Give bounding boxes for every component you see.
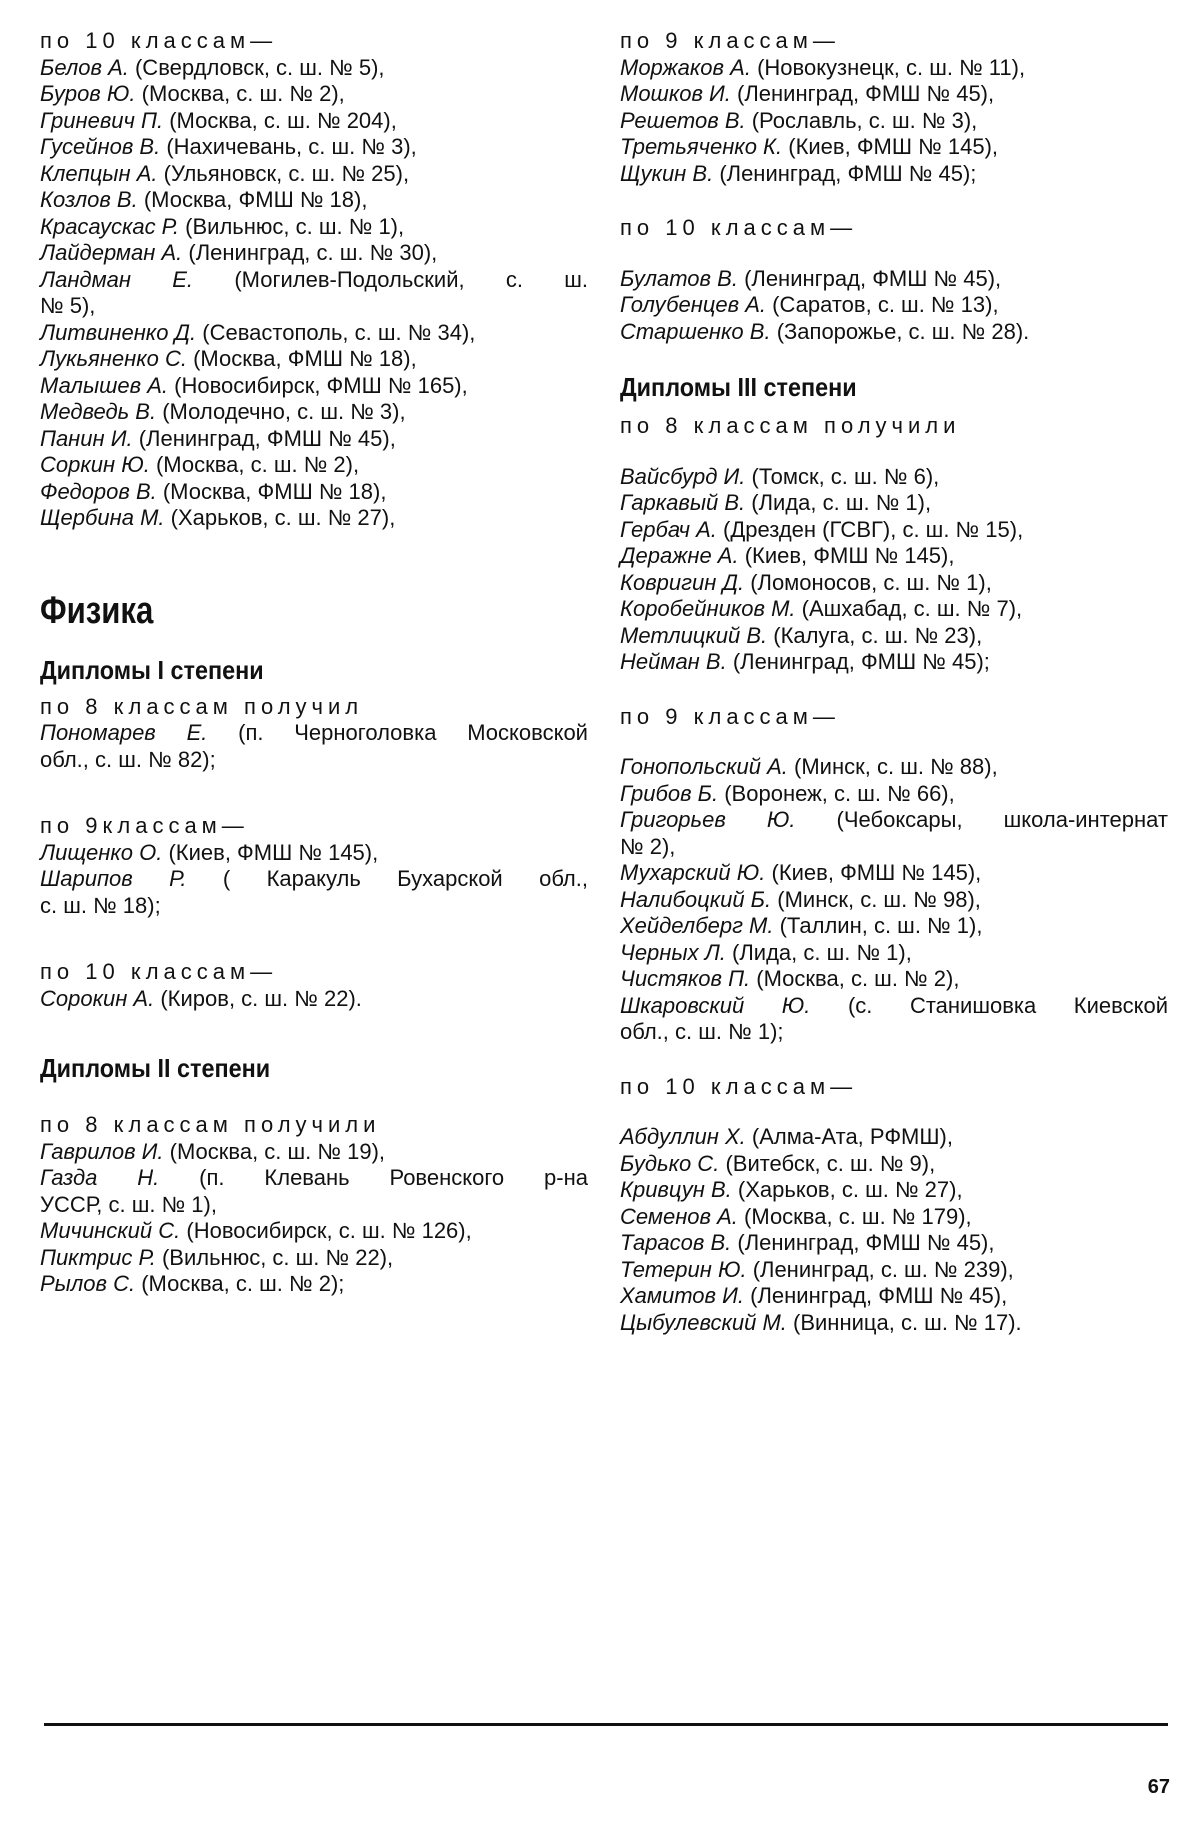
winner-details: (Ленинград, ФМШ № 45);: [719, 160, 977, 186]
list-item: [40, 893, 588, 920]
winner-name: Коробейников М.: [620, 596, 796, 621]
winner-list: [40, 55, 588, 532]
winner-name: Лайдерман А.: [40, 240, 183, 265]
winner-details: (п. Черноголовка Московской: [238, 720, 588, 745]
winner-list: [620, 55, 1168, 188]
winner-details: (Москва, с. ш. № 2),: [155, 452, 360, 477]
list-item: [620, 623, 1168, 650]
winner-name: Гриневич П.: [40, 107, 164, 133]
winner-name: Федоров В.: [40, 478, 157, 504]
list-item: [40, 187, 588, 214]
list-item: [620, 319, 1168, 346]
winner-name: Буров Ю.: [40, 81, 136, 106]
right-column: [620, 28, 1168, 1336]
winner-details: (Свердловск, с. ш. № 5),: [134, 54, 385, 80]
winner-details: (Могилев-Подольский, с. ш.: [234, 266, 588, 292]
list-item: [40, 293, 588, 320]
winner-details: (Киев, ФМШ № 145),: [744, 543, 955, 568]
winner-details: (Ленинград, ФМШ № 45),: [138, 425, 396, 451]
class-header: по 8 классам получили: [40, 1112, 381, 1137]
winner-name: Цыбулевский М.: [620, 1309, 787, 1335]
class-header: по 10 классам—: [40, 28, 278, 53]
winner-name: Старшенко В.: [620, 318, 771, 344]
list-item: [620, 1310, 1168, 1337]
winner-name: Будько С.: [620, 1150, 720, 1176]
winner-name: Рылов С.: [40, 1271, 136, 1296]
winner-name: Козлов В.: [40, 187, 138, 212]
page-number: 67: [1147, 1776, 1170, 1798]
list-item: [620, 940, 1168, 967]
winner-name: Абдуллин Х.: [620, 1124, 746, 1149]
list-item: [40, 1139, 588, 1166]
list-item: [620, 966, 1168, 993]
list-item: [40, 479, 588, 506]
winner-list: [40, 986, 588, 1013]
winner-details: (Ленинград, ФМШ № 45),: [737, 1230, 995, 1255]
list-item: [620, 807, 1168, 834]
winner-details: (с. Станишовка Киевской: [847, 992, 1168, 1018]
winner-details: (Москва, ФМШ № 18),: [193, 346, 417, 371]
winner-details: (Харьков, с. ш. № 27),: [737, 1177, 963, 1202]
winner-list: [40, 840, 588, 920]
list-item: [40, 866, 588, 893]
winner-details: (Лида, с. ш. № 1),: [732, 939, 912, 965]
class-header: по 9классам—: [40, 813, 249, 838]
winner-details: (Минск, с. ш. № 88),: [794, 754, 998, 779]
diploma-heading: Дипломы II степени: [40, 1053, 271, 1083]
list-item: [620, 1177, 1168, 1204]
winner-details: (Калуга, с. ш. № 23),: [773, 622, 983, 648]
list-item: [40, 1245, 588, 1272]
list-item: [620, 108, 1168, 135]
winner-name: Гаврилов И.: [40, 1138, 164, 1164]
list-item: [620, 55, 1168, 82]
winner-details: (Томск, с. ш. № 6),: [751, 463, 940, 489]
winner-details: (Москва, ФМШ № 18),: [162, 478, 387, 504]
list-item: [620, 1257, 1168, 1284]
list-item: [40, 1271, 588, 1298]
list-item: [620, 292, 1168, 319]
winner-details: № 5),: [40, 293, 96, 318]
list-item: [40, 161, 588, 188]
winner-name: Гусейнов В.: [40, 134, 161, 159]
list-item: [620, 1151, 1168, 1178]
winner-name: Литвиненко Д.: [40, 319, 197, 345]
winner-details: (Воронеж, с. ш. № 66),: [724, 780, 955, 806]
winner-details: (Саратов, с. ш. № 13),: [772, 292, 999, 317]
winner-name: Решетов В.: [620, 107, 746, 133]
winner-name: Голубенцев А.: [620, 292, 767, 317]
winner-name: Налибоцкий Б.: [620, 886, 772, 912]
winner-details: (Ашхабад, с. ш. № 7),: [801, 596, 1023, 621]
winner-name: Черных Л.: [620, 939, 726, 965]
winner-details: (Винница, с. ш. № 17).: [793, 1309, 1022, 1335]
list-item: [40, 267, 588, 294]
winner-details: (Москва, с. ш. № 2),: [141, 81, 345, 106]
list-item: [620, 543, 1168, 570]
winner-details: (Вильнюс, с. ш. № 1),: [185, 213, 405, 239]
winner-name: Мухарский Ю.: [620, 860, 766, 885]
winner-name: Сорокин А.: [40, 985, 155, 1011]
winner-details: (Ульяновск, с. ш. № 25),: [163, 160, 410, 186]
winner-details: УССР, с. ш. № 1),: [40, 1191, 217, 1217]
winner-name: Щербина М.: [40, 505, 165, 530]
list-item: [620, 860, 1168, 887]
winner-details: (Севастополь, с. ш. № 34),: [202, 319, 476, 345]
winner-details: (Алма-Ата, РФМШ),: [751, 1124, 953, 1149]
list-item: [40, 134, 588, 161]
class-header: по 10 классам—: [620, 1073, 858, 1099]
winner-details: обл., с. ш. № 82);: [40, 746, 216, 772]
list-item: [40, 214, 588, 241]
list-item: [620, 464, 1168, 491]
list-item: [40, 1165, 588, 1192]
winner-list: [620, 754, 1168, 1046]
winner-name: Чистяков П.: [620, 966, 751, 991]
winner-details: (Новосибирск, с. ш. № 126),: [186, 1218, 472, 1243]
winner-name: Булатов В.: [620, 265, 738, 291]
winner-details: ( Каракуль Бухарской обл.,: [222, 866, 588, 891]
winner-details: (Харьков, с. ш. № 27),: [170, 505, 396, 530]
winner-name: Метлицкий В.: [620, 622, 768, 648]
list-item: [40, 55, 588, 82]
winner-name: Тетерин Ю.: [620, 1256, 747, 1282]
winner-name: Газда Н.: [40, 1165, 160, 1190]
winner-details: (Киев, ФМШ № 145),: [771, 860, 982, 885]
class-header: по 10 классам—: [620, 215, 858, 240]
winner-details: (Киров, с. ш. № 22).: [160, 985, 362, 1011]
winner-details: № 2),: [620, 833, 676, 859]
winner-details: (Минск, с. ш. № 98),: [777, 886, 981, 912]
winner-list: [620, 464, 1168, 676]
winner-name: Тарасов В.: [620, 1230, 732, 1255]
winner-details: с. ш. № 18);: [40, 892, 161, 918]
winner-details: (Ленинград, ФМШ № 45),: [750, 1283, 1008, 1308]
winner-name: Грибов Б.: [620, 780, 719, 806]
winner-name: Пономарев Е.: [40, 720, 208, 745]
winner-details: (Ленинград, с. ш. № 30),: [188, 240, 438, 265]
winner-details: (Москва, с. ш. № 19),: [169, 1138, 386, 1164]
list-item: [620, 1019, 1168, 1046]
class-header: по 8 классам получил: [40, 693, 364, 719]
list-item: [40, 747, 588, 774]
list-item: [620, 1230, 1168, 1257]
winner-name: Хейделберг М.: [620, 913, 774, 938]
winner-details: (Чебоксары, школа-интернат: [836, 807, 1168, 832]
winner-details: (Москва, с. ш. № 2);: [141, 1271, 345, 1296]
winner-name: Лищенко О.: [40, 839, 163, 865]
winner-details: (Ленинград, с. ш. № 239),: [752, 1256, 1014, 1282]
list-item: [40, 81, 588, 108]
list-item: [620, 266, 1168, 293]
winner-name: Моржаков А.: [620, 54, 751, 80]
winner-name: Шкаровский Ю.: [620, 992, 811, 1018]
winner-details: (Запорожье, с. ш. № 28).: [776, 318, 1030, 344]
winner-name: Малышев А.: [40, 372, 169, 398]
list-item: [40, 505, 588, 532]
winner-details: (Москва, с. ш. № 204),: [169, 107, 397, 133]
winner-name: Кривцун В.: [620, 1177, 732, 1202]
list-item: [40, 373, 588, 400]
winner-list: [40, 1139, 588, 1298]
winner-name: Шарипов Р.: [40, 866, 187, 891]
footer-rule: [44, 1723, 1168, 1726]
list-item: [40, 1192, 588, 1219]
list-item: [620, 913, 1168, 940]
winner-details: (Рославль, с. ш. № 3),: [751, 107, 978, 133]
list-item: [40, 452, 588, 479]
winner-name: Красаускас Р.: [40, 213, 180, 239]
winner-details: (Ленинград, ФМШ № 45),: [737, 81, 995, 106]
list-item: [620, 517, 1168, 544]
list-item: [40, 1218, 588, 1245]
list-item: [620, 754, 1168, 781]
winner-name: Третьяченко К.: [620, 134, 783, 159]
winner-name: Семенов А.: [620, 1203, 738, 1229]
winner-name: Соркин Ю.: [40, 452, 150, 477]
winner-details: (Вильнюс, с. ш. № 22),: [161, 1244, 394, 1270]
winner-name: Белов А.: [40, 54, 129, 80]
list-item: [620, 134, 1168, 161]
winner-details: (Новокузнецк, с. ш. № 11),: [757, 54, 1026, 80]
winner-name: Пиктрис Р.: [40, 1244, 156, 1270]
winner-details: (Киев, ФМШ № 145),: [788, 134, 999, 159]
winner-details: (Ломоносов, с. ш. № 1),: [750, 569, 992, 595]
winner-name: Клепцын А.: [40, 160, 158, 186]
winner-name: Мичинский С.: [40, 1218, 181, 1243]
list-item: [620, 570, 1168, 597]
list-item: [620, 1204, 1168, 1231]
list-item: [40, 399, 588, 426]
list-item: [620, 781, 1168, 808]
winner-details: (Таллин, с. ш. № 1),: [779, 913, 983, 938]
winner-details: (Киев, ФМШ № 145),: [168, 839, 379, 865]
list-item: [40, 320, 588, 347]
list-item: [40, 108, 588, 135]
winner-name: Гонопольский А.: [620, 754, 788, 779]
winner-name: Григорьев Ю.: [620, 807, 796, 832]
winner-name: Вайсбурд И.: [620, 463, 746, 489]
list-item: [620, 81, 1168, 108]
winner-name: Щукин В.: [620, 160, 714, 186]
list-item: [620, 596, 1168, 623]
winner-details: (Дрезден (ГСВГ), с. ш. № 15),: [723, 516, 1024, 542]
winner-name: Ковригин Д.: [620, 569, 745, 595]
winner-name: Хамитов И.: [620, 1283, 744, 1308]
class-header: по 9 классам—: [620, 703, 840, 729]
winner-name: Ландман Е.: [40, 266, 194, 292]
winner-details: (Лида, с. ш. № 1),: [751, 490, 932, 515]
list-item: [40, 426, 588, 453]
winner-name: Медведь В.: [40, 399, 157, 424]
section-title: Физика: [40, 589, 154, 632]
winner-details: (Ленинград, ФМШ № 45);: [732, 649, 990, 674]
diploma-heading: Дипломы I степени: [40, 654, 264, 685]
winner-name: Мошков И.: [620, 81, 731, 106]
winner-name: Нейман В.: [620, 649, 727, 674]
class-header: по 10 классам—: [40, 959, 278, 984]
list-item: [620, 1124, 1168, 1151]
winner-list: [620, 266, 1168, 346]
winner-details: (п. Клевань Ровенского р-на: [199, 1165, 588, 1190]
list-item: [620, 834, 1168, 861]
list-item: [620, 1283, 1168, 1310]
class-header: по 9 классам—: [620, 28, 840, 53]
winner-details: (Молодечно, с. ш. № 3),: [162, 399, 406, 424]
winner-details: (Москва, с. ш. № 2),: [756, 966, 960, 991]
winner-name: Гаркавый В.: [620, 490, 746, 515]
list-item: [40, 986, 588, 1013]
diploma-heading: Дипломы III степени: [620, 372, 857, 402]
winner-list: [40, 720, 588, 773]
winner-name: Панин И.: [40, 425, 133, 451]
winner-details: (Москва, ФМШ № 18),: [143, 187, 368, 212]
class-header: по 8 классам получили: [620, 413, 961, 438]
list-item: [620, 649, 1168, 676]
winner-details: обл., с. ш. № 1);: [620, 1019, 784, 1044]
winner-name: Гербач А.: [620, 516, 717, 542]
list-item: [40, 346, 588, 373]
list-item: [40, 240, 588, 267]
left-column: [40, 28, 588, 1298]
winner-name: Деражне А.: [620, 543, 739, 568]
winner-details: (Ленинград, ФМШ № 45),: [744, 265, 1002, 291]
winner-details: (Новосибирск, ФМШ № 165),: [174, 372, 468, 398]
list-item: [40, 720, 588, 747]
winner-list: [620, 1124, 1168, 1336]
winner-details: (Москва, с. ш. № 179),: [744, 1203, 972, 1229]
list-item: [40, 840, 588, 867]
list-item: [620, 161, 1168, 188]
list-item: [620, 887, 1168, 914]
winner-details: (Нахичевань, с. ш. № 3),: [166, 134, 417, 159]
winner-details: (Витебск, с. ш. № 9),: [725, 1150, 936, 1176]
list-item: [620, 490, 1168, 517]
winner-name: Лукьяненко С.: [40, 346, 187, 371]
list-item: [620, 993, 1168, 1020]
